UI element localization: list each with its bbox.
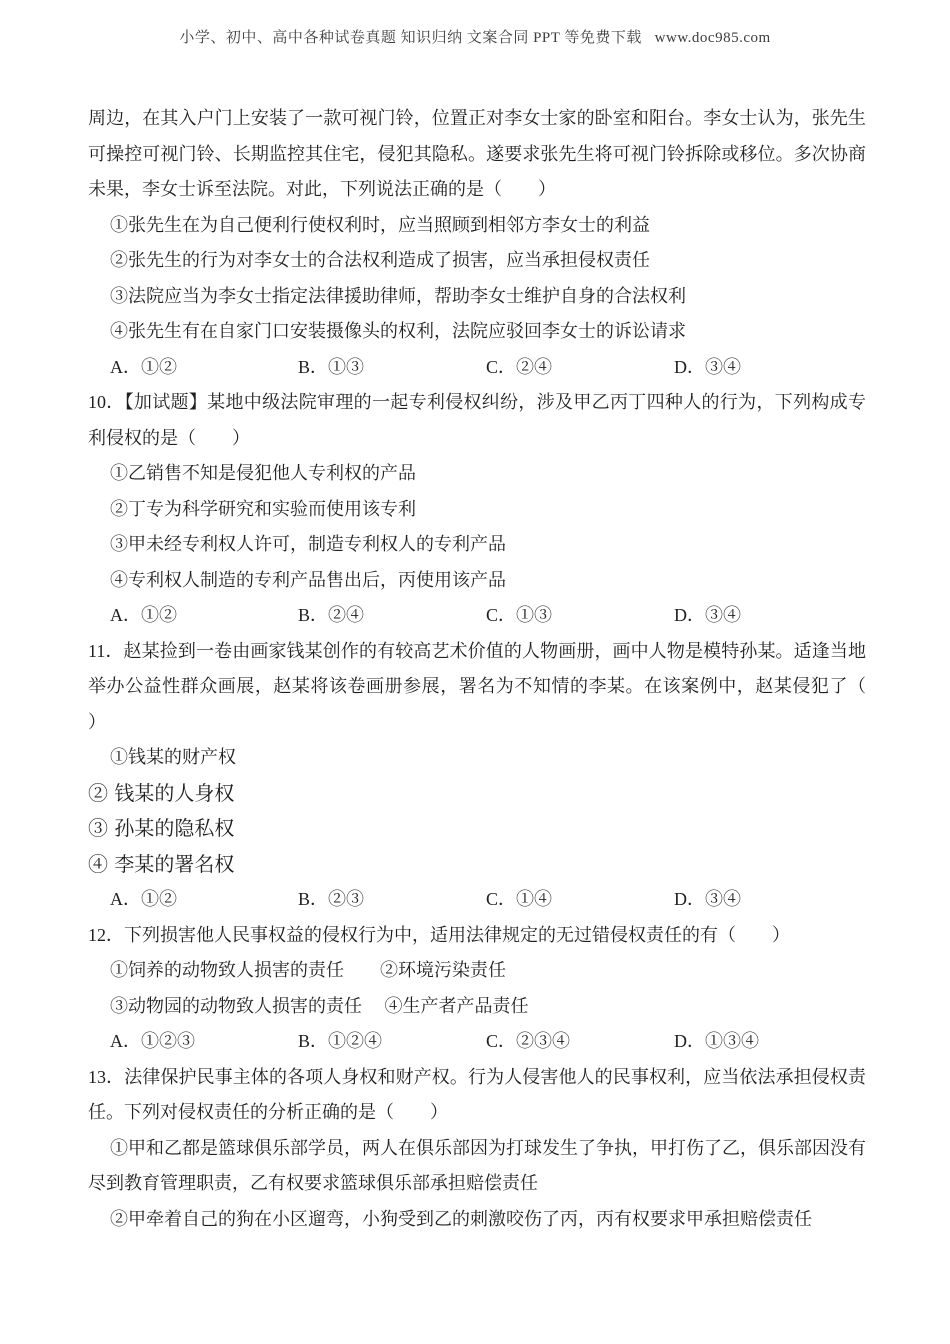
- answer-choice-d: D．③④: [674, 605, 741, 625]
- question-9-stem-line: 未果，李女士诉至法院。对此，下列说法正确的是（ ）: [88, 179, 556, 199]
- question-13-stem-line: 任。下列对侵权责任的分析正确的是（ ）: [88, 1102, 448, 1122]
- question-11-answer-row: [88, 882, 866, 918]
- question-13-item-1-line: 尽到教育管理职责，乙有权要求篮球俱乐部承担赔偿责任: [88, 1173, 538, 1193]
- question-9-stem-line: 周边，在其入户门上安装了一款可视门铃，位置正对李女士家的卧室和阳台。李女士认为，张先生: [88, 108, 866, 128]
- answer-choice-a: A．①②: [110, 356, 177, 377]
- question-12-answer-row: [88, 1024, 866, 1060]
- question-12-items-3-4: ③动物园的动物致人损害的责任 ④生产者产品责任: [110, 995, 529, 1016]
- answer-choice-b: B．②④: [298, 605, 365, 625]
- question-9-stem-line: 可操控可视门铃、长期监控其住宅，侵犯其隐私。遂要求张先生将可视门铃拆除或移位。多次协商: [88, 143, 866, 164]
- question-9-item-1: ①张先生在为自己便利行使权利时，应当照顾到相邻方李女士的利益: [110, 214, 650, 235]
- question-11-item-3: ③ 孙某的隐私权: [88, 816, 235, 840]
- answer-choice-c: C．①④: [486, 889, 553, 909]
- question-12-items-1-2: ①饲养的动物致人损害的责任 ②环境污染责任: [110, 960, 506, 980]
- question-10-item-1: ①乙销售不知是侵犯他人专利权的产品: [110, 463, 416, 483]
- answer-choice-b: B．①②④: [298, 1031, 383, 1051]
- question-9-item-3: ③法院应当为李女士指定法律援助律师，帮助李女士维护自身的合法权利: [110, 285, 686, 306]
- answer-choice-d: D．①③④: [674, 1031, 759, 1051]
- answer-choice-d: D．③④: [674, 356, 741, 377]
- answer-choice-c: C．②④: [486, 356, 553, 377]
- question-10-item-2: ②丁专为科学研究和实验而使用该专利: [110, 498, 416, 519]
- question-9-item-4: ④张先生有在自家门口安装摄像头的权利，法院应驳回李女士的诉讼请求: [110, 321, 686, 341]
- question-13-item-1-line: ①甲和乙都是篮球俱乐部学员，两人在俱乐部因为打球发生了争执，甲打伤了乙，俱乐部因没有: [110, 1137, 866, 1158]
- answer-choice-c: C．①③: [486, 605, 553, 625]
- question-10-stem-line: 利侵权的是（ ）: [88, 427, 250, 448]
- question-13-item-2: ②甲牵着自己的狗在小区遛弯，小狗受到乙的刺激咬伤了丙，丙有权要求甲承担赔偿责任: [110, 1208, 812, 1229]
- answer-choice-c: C．②③④: [486, 1031, 571, 1051]
- answer-choice-d: D．③④: [674, 889, 741, 909]
- question-10-answer-row: [88, 598, 866, 634]
- question-10-item-4: ④专利权人制造的专利产品售出后，丙使用该产品: [110, 569, 506, 590]
- question-10-item-3: ③甲未经专利权人许可，制造专利权人的专利产品: [110, 534, 506, 554]
- answer-choice-a: A．①②③: [110, 1031, 195, 1051]
- question-11-item-2: ② 钱某的人身权: [88, 780, 235, 805]
- question-11-stem-line: 11．赵某捡到一卷由画家钱某创作的有较高艺术价值的人物画册，画中人物是模特孙某。适逢当地: [88, 640, 866, 661]
- question-11-item-4: ④ 李某的署名权: [88, 851, 235, 876]
- exam-document: [88, 101, 866, 1237]
- answer-choice-a: A．①②: [110, 605, 177, 625]
- question-12-stem-line: 12．下列损害他人民事权益的侵权行为中，适用法律规定的无过错侵权责任的有（ ）: [88, 924, 790, 945]
- question-9-item-2: ②张先生的行为对李女士的合法权利造成了损害，应当承担侵权责任: [110, 250, 650, 270]
- question-11-stem-line: 举办公益性群众画展，赵某将该卷画册参展，署名为不知情的李某。在该案例中，赵某侵犯了（: [88, 676, 866, 696]
- question-10-stem-line: 10．【加试题】某地中级法院审理的一起专利侵权纠纷，涉及甲乙丙丁四种人的行为，下列构成专: [88, 392, 866, 412]
- question-13-stem-line: 13．法律保护民事主体的各项人身权和财产权。行为人侵害他人的民事权利，应当依法承担侵权责: [88, 1066, 866, 1087]
- answer-choice-a: A．①②: [110, 889, 177, 909]
- question-11-item-1: ①钱某的财产权: [110, 747, 236, 767]
- question-9-answer-row: [88, 350, 866, 386]
- site-watermark-header: 小学、初中、高中各种试卷真题 知识归纳 文案合同 PPT 等免费下载 www.doc985.com: [179, 30, 771, 46]
- answer-choice-b: B．②③: [298, 889, 365, 909]
- question-11-stem-line: ）: [88, 711, 106, 732]
- answer-choice-b: B．①③: [298, 356, 365, 377]
